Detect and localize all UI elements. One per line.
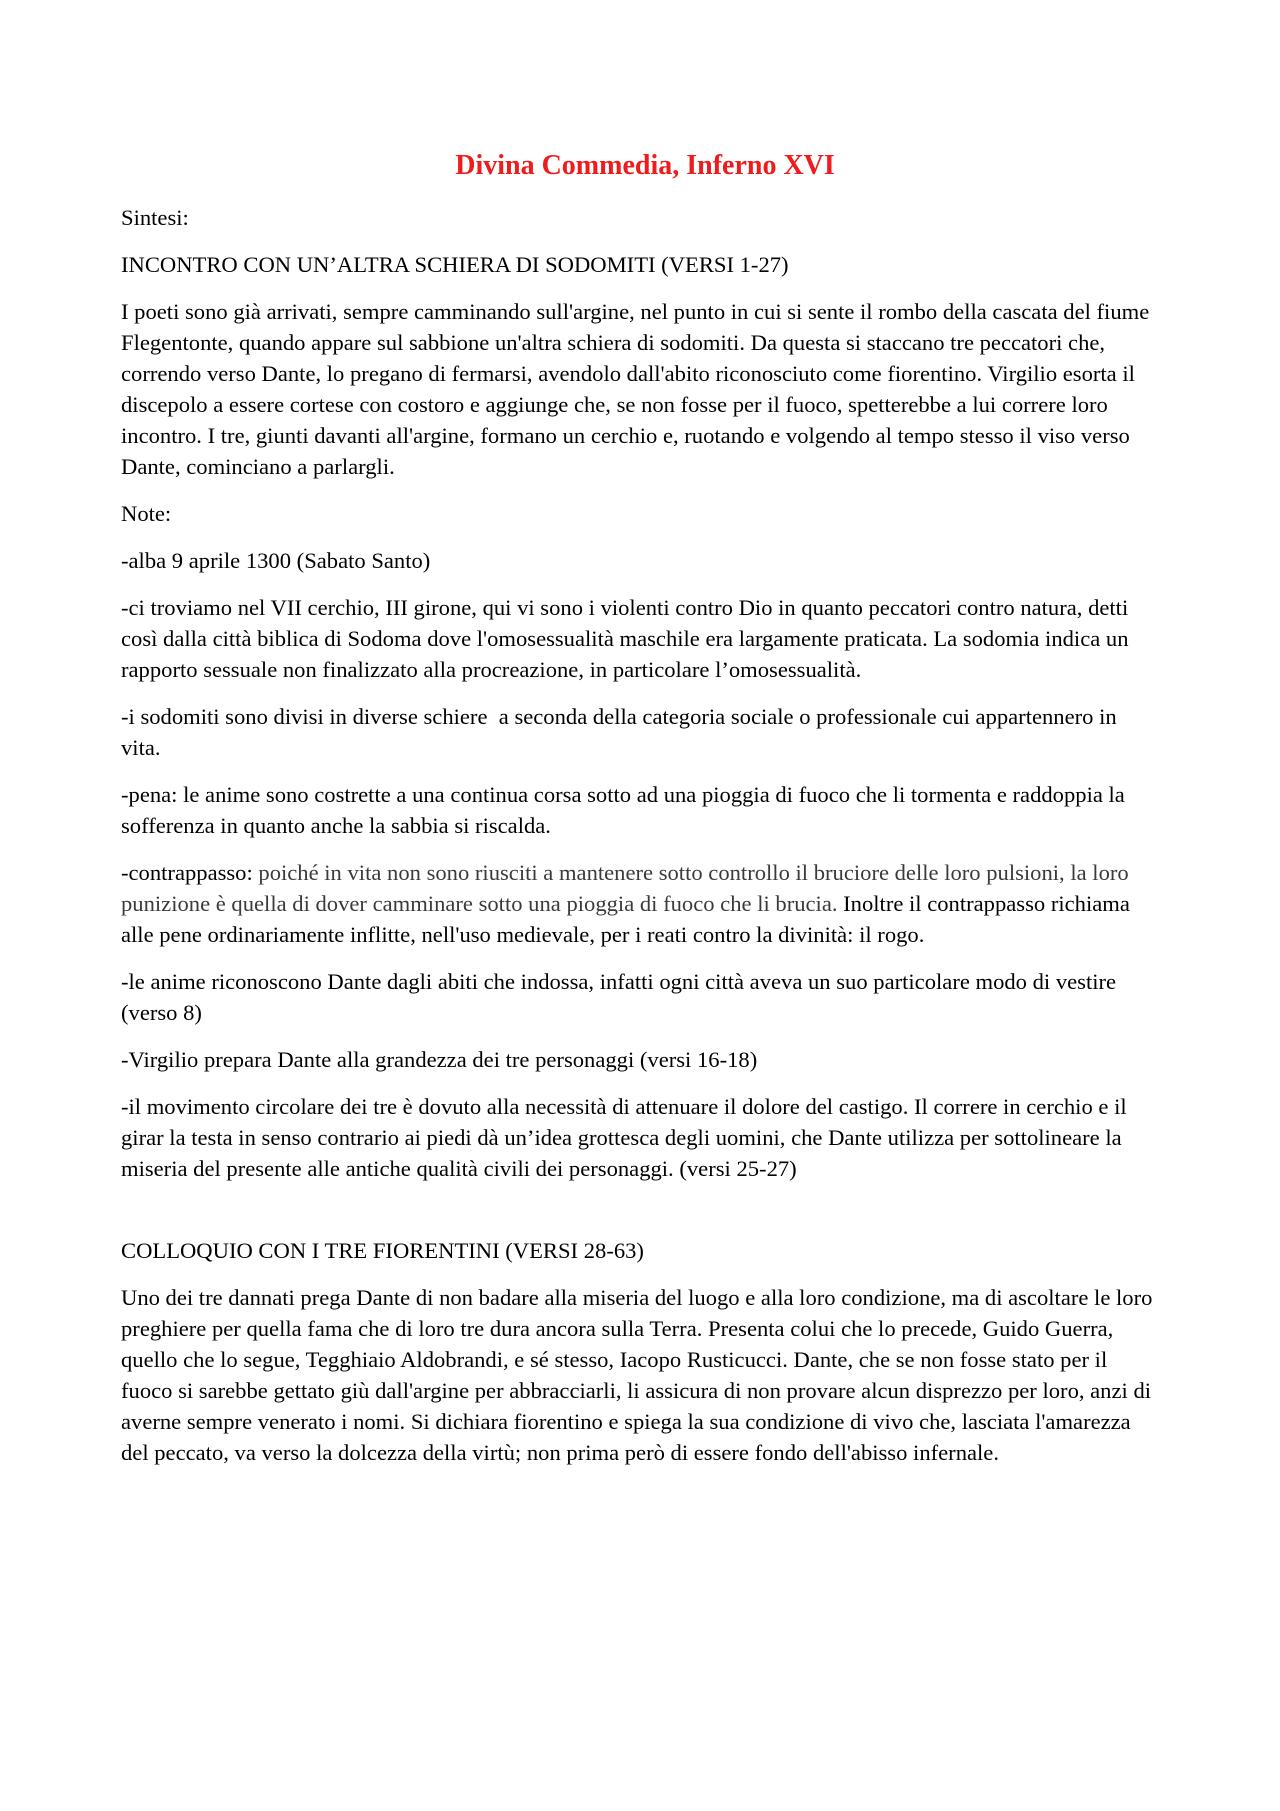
note-item-contrappasso [121,857,1161,950]
note-item: -alba 9 aprile 1300 (Sabato Santo) [121,548,431,573]
note-item: -il movimento circolare dei tre è dovuto alla necessità di attenuare il dolore del castigo. Il correre in cerchio e il girar la testa in senso contrario ai piedi dà un’idea grottesca degli uomini, che Dante utilizza per sottolineare la miseria del presente alle antiche qualità civili dei personaggi. (versi 25-27) [121,1094,1133,1181]
section-spacer [121,1200,1161,1235]
contrappasso-prefix: -contrappasso: [121,860,259,885]
contrappasso-rest: Inoltre il contrappasso richiama alle pene ordinariamente inflitte, nell'uso medievale, per i reati contro la divinità: il rogo. [121,891,1136,947]
sintesi-label: Sintesi: [121,205,189,230]
section2-heading: COLLOQUIO CON I TRE FIORENTINI (VERSI 28-63) [121,1238,644,1263]
contrappasso-highlight: poiché in vita non sono riusciti a mantenere sotto controllo il bruciore delle loro pulsioni, la loro punizione è quella di dover camminare sotto una pioggia di fuoco che li brucia. [121,860,1135,916]
section2-paragraph: Uno dei tre dannati prega Dante di non badare alla miseria del luogo e alla loro condizione, ma di ascoltare le loro preghiere per quella fama che di loro tre dura ancora sulla Terra. Presenta colui che lo precede, Guido Guerra, quello che lo segue, Tegghiaio Aldobrandi, e sé stesso, Iacopo Rusticucci. Dante, che se non fosse stato per il fuoco si sarebbe gettato giù dall'argine per abbracciarli, li assicura di non provare alcun disprezzo per loro, anzi di averne sempre venerato i nomi. Si dichiara fiorentino e spiega la sua condizione di vivo che, lasciata l'amarezza del peccato, va verso la dolcezza della virtù; non prima però di essere fondo dell'abisso infernale. [121,1285,1159,1465]
note-label: Note: [121,501,172,526]
note-item: -le anime riconoscono Dante dagli abiti che indossa, infatti ogni città aveva un suo particolare modo di vestire (verso 8) [121,969,1122,1025]
document-body [121,148,1161,1484]
note-item: -i sodomiti sono divisi in diverse schiere a seconda della categoria sociale o professionale cui appartennero in vita. [121,704,1123,760]
section1-heading: INCONTRO CON UN’ALTRA SCHIERA DI SODOMITI (VERSI 1-27) [121,252,789,277]
note-item: -Virgilio prepara Dante alla grandezza dei tre personaggi (versi 16-18) [121,1047,758,1072]
note-item: -ci troviamo nel VII cerchio, III girone, qui vi sono i violenti contro Dio in quanto peccatori contro natura, detti così dalla città biblica di Sodoma dove l'omosessualità maschile era largamente praticata. La sodomia indica un rapporto sessuale non finalizzato alla procreazione, in particolare l’omosessualità. [121,595,1135,682]
section1-paragraph: I poeti sono già arrivati, sempre camminando sull'argine, nel punto in cui si sente il rombo della cascata del fiume Flegentonte, quando appare sul sabbione un'altra schiera di sodomiti. Da questa si staccano tre peccatori che, correndo verso Dante, lo pregano di fermarsi, avendolo dall'abito riconosciuto come fiorentino. Virgilio esorta il discepolo a essere cortese con costoro e aggiunge che, se non fosse per il fuoco, spetterebbe a lui correre loro incontro. I tre, giunti davanti all'argine, formano un cerchio e, ruotando e volgendo al tempo stesso il viso verso Dante, cominciano a parlargli. [121,299,1155,479]
document-title: Divina Commedia, Inferno XVI [455,150,835,181]
note-item: -pena: le anime sono costrette a una continua corsa sotto ad una pioggia di fuoco che li tormenta e raddoppia la sofferenza in quanto anche la sabbia si riscalda. [121,782,1131,838]
